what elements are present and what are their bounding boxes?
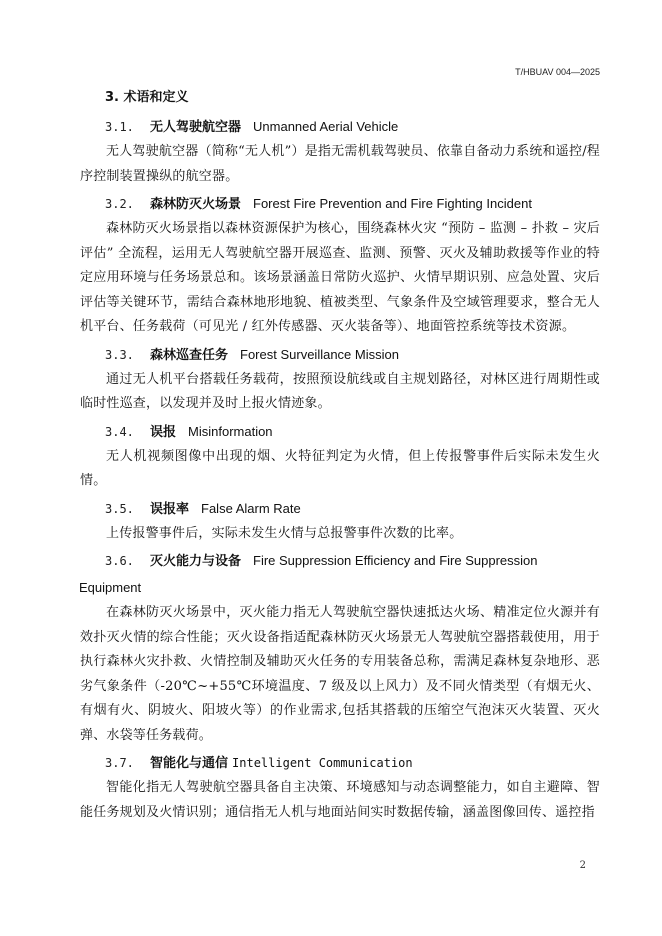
document-code: T/HBUAV 004—2025: [515, 67, 600, 77]
term-number: 3.2.: [105, 197, 134, 211]
term-zh: 智能化与通信: [150, 756, 229, 771]
term-en-continued: Equipment: [79, 580, 142, 595]
term-en: Forest Surveillance Mission: [240, 346, 399, 362]
term-definition-3-2: 森林防灭火场景指以森林资源保护为核心，围绕森林火灾 “预防 – 监测 – 扑救 – 灾后评估” 全流程，运用无人驾驶航空器开展巡查、监测、预警、灭火及辅助救援等作业的特定应用环境与任务场景总和。该场景涵盖日常防火巡护、火情早期识别、应急处置、灾后评估等关键环节，需结合森林地形地貌、植被类型、气象条件及空域管理要求，整合无人机平台、任务载荷（可见光 / 红外传感器、灭火装备等）、地面管控系统等技术资源。: [80, 221, 600, 334]
term-en: Misinformation: [188, 423, 273, 439]
term-heading-3-6: [80, 548, 600, 601]
term-zh: 无人驾驶航空器: [150, 120, 242, 135]
term-zh: 森林防灭火场景: [150, 197, 242, 212]
term-number: 3.3.: [105, 347, 134, 362]
term-definition-3-6: 在森林防灭火场景中，灭火能力指无人驾驶航空器快速抵达火场、精准定位火源并有效扑灭火情的综合性能；灭火设备指适配森林防灭火场景无人驾驶航空器搭载使用，用于执行森林火灾扑救、火情控制及辅助灭火任务的专用装备总称，需满足森林复杂地形、恶劣气象条件（-20℃~+55℃环境温度、7 级及以上风力）及不同火情类型（有烟无火、有烟有火、阴坡火、阳坡火等）的作业需求,包括其搭载的压缩空气泡沫灭火装置、灭火弹、水袋等任务载荷。: [80, 605, 600, 743]
term-number: 3.4.: [105, 424, 134, 439]
term-zh: 森林巡查任务: [150, 347, 229, 363]
term-zh: 误报: [150, 424, 177, 440]
section-title: 3. 术语和定义: [105, 90, 189, 105]
document-body: [80, 88, 600, 827]
term-definition-3-4: 无人机视频图像中出现的烟、火特征判定为火情，但上传报警事件后实际未发生火情。: [80, 448, 600, 488]
term-en: False Alarm Rate: [201, 500, 301, 516]
term-heading-3-1: [80, 114, 600, 140]
term-zh: 灭火能力与设备: [150, 554, 242, 569]
page-number: 2: [579, 860, 586, 871]
term-number: 3.5.: [105, 501, 134, 516]
term-definition-3-7: 智能化指无人驾驶航空器具备自主决策、环境感知与动态调整能力，如自主避障、智能任务规划及火情识别；通信指无人机与地面站间实时数据传输，涵盖图像回传、遥控指: [80, 780, 600, 820]
term-heading-3-3: [80, 342, 600, 368]
term-number: 3.1.: [105, 120, 134, 134]
term-definition-3-3: 通过无人机平台搭载任务载荷，按照预设航线或自主规划路径，对林区进行周期性或临时性巡查，以发现并及时上报火情迹象。: [80, 371, 600, 411]
term-heading-3-4: [80, 419, 600, 445]
term-number: 3.7.: [105, 756, 134, 770]
term-number: 3.6.: [105, 554, 134, 568]
term-en: Forest Fire Prevention and Fire Fighting Incident: [253, 196, 532, 211]
term-en: Unmanned Aerial Vehicle: [253, 119, 399, 134]
term-en: Fire Suppression Efficiency and Fire Suppression: [253, 553, 538, 568]
term-heading-3-7: [80, 750, 600, 776]
term-heading-3-2: [80, 191, 600, 217]
term-heading-3-5: [80, 496, 600, 522]
term-definition-3-5: 上传报警事件后，实际未发生火情与总报警事件次数的比率。: [106, 525, 463, 541]
term-zh: 误报率: [150, 501, 190, 517]
term-en: Intelligent Communication: [232, 756, 413, 770]
term-definition-3-1: 无人驾驶航空器（简称“无人机”）是指无需机载驾驶员、依靠自备动力系统和遥控/程序控制装置操纵的航空器。: [80, 144, 600, 184]
